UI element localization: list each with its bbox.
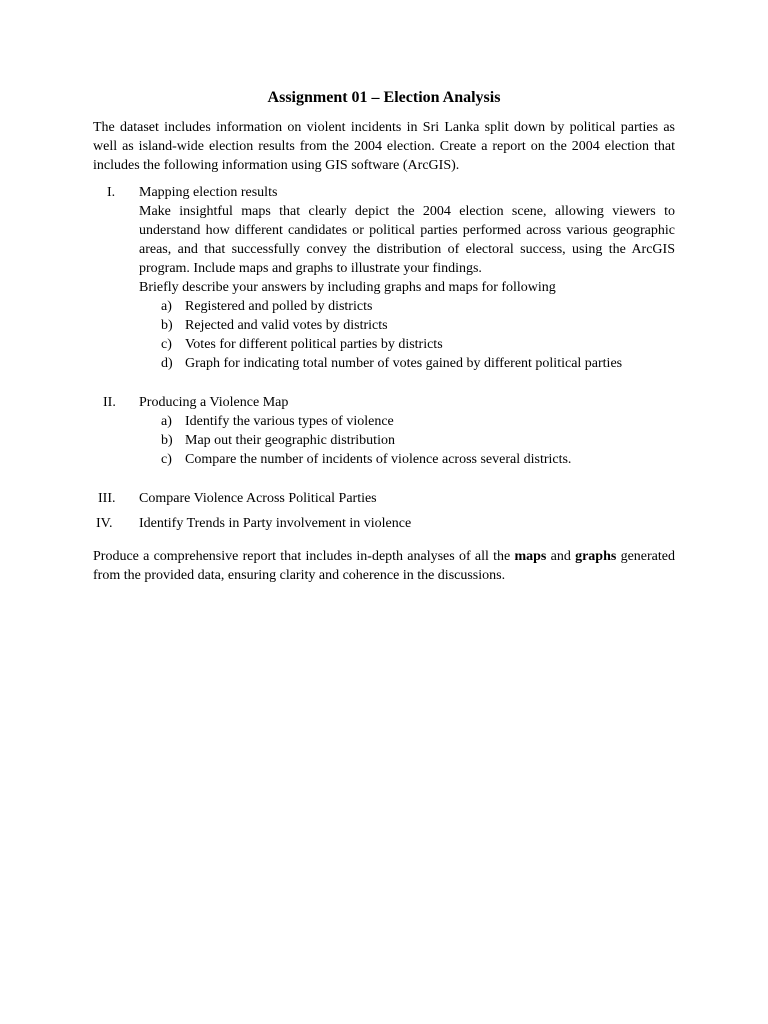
list-item (139, 431, 675, 450)
closing-bold-graphs: graphs (575, 549, 617, 564)
item-text: Map out their geographic distribution (185, 433, 395, 448)
document-title: Assignment 01 – Election Analysis (267, 89, 501, 106)
section-heading: Compare Violence Across Political Parties (139, 491, 377, 506)
section-body (139, 393, 675, 469)
spacer (93, 373, 675, 393)
item-text: Rejected and valid votes by districts (185, 318, 388, 333)
section-body (139, 183, 675, 373)
section-description: Make insightful maps that clearly depict the 2004 election scene, allowing viewers to understand how different candidates or political parties performed across various geographic areas, and that successfully convey the distribution of electoral success, using the ArcGIS program. Include maps and graphs to illustrate your findings. (139, 204, 675, 276)
item-letter: b) (161, 318, 173, 333)
item-text: Compare the number of incidents of violence across several districts. (185, 452, 572, 467)
list-item (139, 335, 675, 354)
section-heading: Mapping election results (139, 185, 278, 200)
section-i (93, 183, 675, 373)
sub-item-list (139, 297, 675, 373)
closing-paragraph (93, 547, 675, 585)
item-letter: d) (161, 356, 173, 371)
item-text: Registered and polled by districts (185, 299, 373, 314)
section-heading: Producing a Violence Map (139, 395, 289, 410)
item-letter: c) (161, 452, 172, 467)
section-numeral: IV. (96, 516, 113, 531)
section-body (139, 514, 675, 533)
item-letter: a) (161, 414, 172, 429)
item-text: Votes for different political parties by districts (185, 337, 443, 352)
intro-paragraph: The dataset includes information on violent incidents in Sri Lanka split down by political parties as well as island-wide election results from the 2004 election. Create a report on the 2004 election that includes the following information using GIS software (ArcGIS). (93, 120, 675, 173)
section-numeral: I. (107, 185, 116, 200)
closing-text-2: and (546, 549, 576, 564)
sub-item-list (139, 412, 675, 469)
item-text: Identify the various types of violence (185, 414, 394, 429)
item-letter: a) (161, 299, 172, 314)
section-numeral: III. (98, 491, 116, 506)
section-prompt: Briefly describe your answers by including graphs and maps for following (139, 280, 556, 295)
section-list (93, 183, 675, 533)
closing-text-1: Produce a comprehensive report that includes in-depth analyses of all the (93, 549, 515, 564)
list-item (139, 354, 675, 373)
section-iv (93, 514, 675, 533)
spacer (93, 469, 675, 489)
closing-text-3: generated from the provided data, ensuring clarity and coherence in the discussions. (93, 549, 675, 583)
list-item (139, 412, 675, 431)
item-letter: c) (161, 337, 172, 352)
section-iii (93, 489, 675, 508)
item-letter: b) (161, 433, 173, 448)
document-page (93, 88, 675, 585)
section-numeral: II. (103, 395, 116, 410)
closing-bold-maps: maps (514, 549, 547, 564)
section-heading: Identify Trends in Party involvement in violence (139, 516, 412, 531)
list-item (139, 297, 675, 316)
section-ii (93, 393, 675, 469)
list-item (139, 316, 675, 335)
list-item (139, 450, 675, 469)
item-text: Graph for indicating total number of votes gained by different political parties (185, 356, 623, 371)
section-body (139, 489, 675, 508)
